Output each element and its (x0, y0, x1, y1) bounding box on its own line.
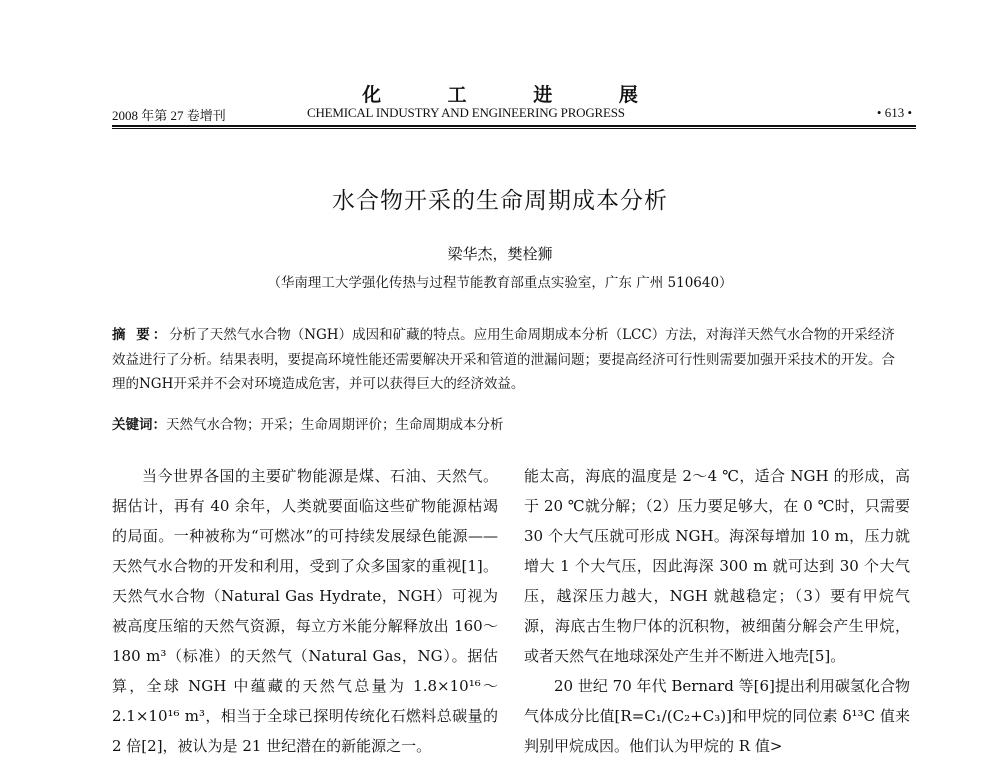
abstract-label: 摘 要： (112, 327, 170, 343)
keywords (112, 413, 902, 433)
body-paragraph: 20 世纪 70 年代 Bernard 等[6]提出利用碳氢化合物气体成分比值[R=C₁/(C₂+C₃)]和甲烷的同位素 δ¹³C 值来判别甲烷成因。他们认为甲烷的 R 值> (524, 677, 910, 755)
article-title: 水合物开采的生命周期成本分析 (332, 188, 668, 214)
keywords-label: 关键词： (112, 417, 166, 433)
journal-title-cn: 化 工 进 展 (362, 84, 668, 106)
page-number: • 613 • (876, 105, 912, 120)
affiliation: （华南理工大学强化传热与过程节能教育部重点实验室，广东 广州 510640） (267, 275, 733, 291)
authors: 梁华杰，樊栓狮 (447, 245, 553, 263)
running-header (112, 103, 912, 123)
issue-info: 2008 年第 27 卷增刊 (112, 108, 226, 123)
header-rule (112, 125, 916, 127)
body-paragraph: 当今世界各国的主要矿物能源是煤、石油、天然气。据估计，再有 40 余年，人类就要面临这些矿物能源枯竭的局面。一种被称为“可燃冰”的可持续发展绿色能源——天然气水合物的开发和利用，受到了众多国家的重视[1]。天然气水合物（Natural Gas Hydrate，NGH）可视为被高度压缩的天然气资源，每立方米能分解释放出 160～180 m³（标准）的天然气（Natural Gas，NG）。据估算，全球 NGH 中蕴藏的天然气总量为 1.8×10¹⁶～2.1×10¹⁶ m³，相当于全球已探明传统化石燃料总碳量的 2 倍[2]，被认为是 21 世纪潜在的新能源之一。 (112, 467, 498, 755)
body-paragraph: 能太高，海底的温度是 2～4 ℃，适合 NGH 的形成，高于 20 ℃就分解；（2）压力要足够大，在 0 ℃时，只需要 30 个大气压就可形成 NGH。海深每增加 10 m，压力就增大 1 个大气压，因此海深 300 m 就可达到 30 个大气压，越深压力越大，NGH 就越稳定；（3）要有甲烷气源，海底古生物尸体的沉积物，被细菌分解会产生甲烷，或者天然气在地球深处产生并不断进入地壳[5]。 (524, 467, 910, 665)
journal-title-en: CHEMICAL INDUSTRY AND ENGINEERING PROGRESS (307, 105, 625, 120)
header-rule-thin (112, 128, 916, 129)
body-column-right (524, 461, 910, 761)
body-column-left (112, 461, 498, 761)
abstract (112, 323, 902, 397)
keywords-text: 天然气水合物；开采；生命周期评价；生命周期成本分析 (166, 417, 504, 433)
abstract-text: 分析了天然气水合物（NGH）成因和矿藏的特点。应用生命周期成本分析（LCC）方法，对海洋天然气水合物的开采经济效益进行了分析。结果表明，要提高环境性能还需要解决开采和管道的泄漏问题；要提高经济可行性则需要加强开采技术的开发。合理的NGH开采并不会对环境造成危害，并可以获得巨大的经济效益。 (112, 327, 895, 392)
